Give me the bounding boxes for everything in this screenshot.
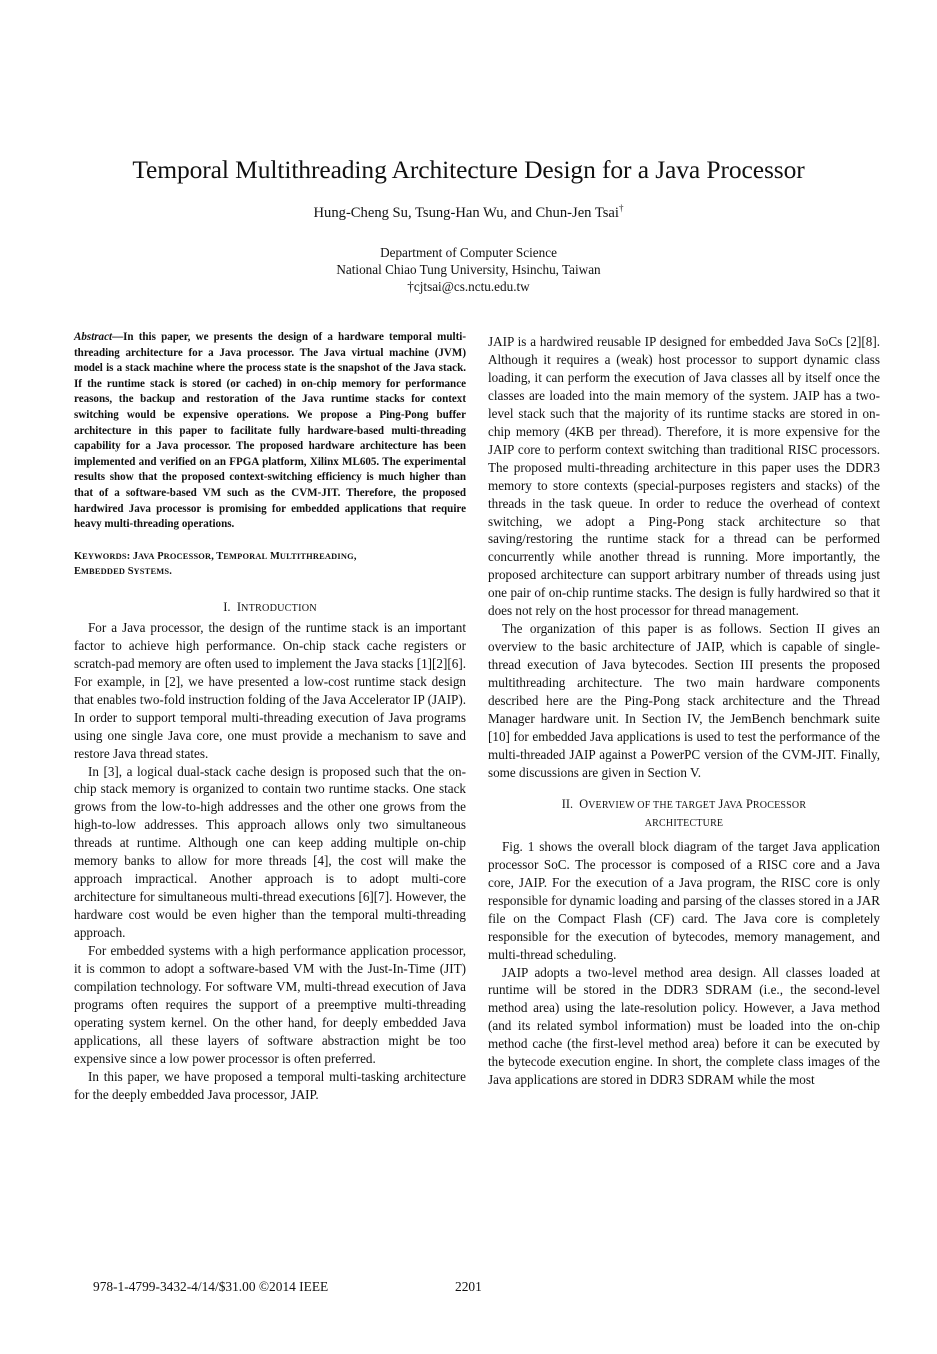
kw-end: . (169, 566, 172, 578)
paper-title: Temporal Multithreading Architecture Design for a Java Processor (132, 155, 805, 184)
abstract-label: Abstract (74, 331, 113, 343)
section2-j: J (715, 796, 724, 811)
footer-isbn: 978-1-4799-3432-4/14/$31.00 ©2014 IEEE (93, 1279, 329, 1294)
kw-comma1: , (211, 550, 217, 562)
overview-paragraph-2: JAIP adopts a two-level method area design. All classes loaded at runtime will be stored in the DDR3 SDRAM (i.e., the second-level method area) using the late-resolution policy. However, a Java method (and its related symbol information) must be loaded into the on-chip method cache (the first-level method area) before it can be executed by the bytecode execution engine. In short, the complete class images of the Java applications are stored in DDR3 SDRAM while the most (488, 964, 880, 1088)
section2-number: II. (561, 796, 574, 811)
intro-paragraph-5: JAIP is a hardwired reusable IP designed for embedded Java SoCs [2][8]. Although it requires a (weak) host processor to support dynamic class loading, it can perform the execution of Java classes all by itself once the classes are loaded into the main memory of the system. JAIP has a two-level stack such that the majority of its runtime stacks are stored in on-chip memory (4KB per thread). Therefore, it is more expensive for the JAIP core to perform context switching than traditional RISC processors. The proposed multi-threading architecture in this paper uses the DDR3 memory to store contexts (special-purposes registers and stacks) of the threads in the task queue. In order to reduce the overhead of context switching, we adopt a Ping-Pong stack architecture so that saving/restoring the runtime stack for a thread can be performed concurrently while another thread is running. More importantly, the proposed architecture can support arbitrary number of threads using just one pair of on-chip runtime stacks. The design is fully hardwired so that it does not rely on the host processor for thread management. (488, 334, 880, 619)
kw-ava: AVA (138, 551, 155, 561)
kw-rocessor: ROCESSOR (163, 551, 212, 561)
kw-colon: : (126, 550, 133, 562)
abstract-text: In this paper, we presents the design of a hardware temporal multi-threading architecture for a Java processor. The Java virtual machine (JVM) model is a stack machine where the process state is the snapshot of the Java stack. If the runtime stack is stored (or cached) in on-chip memory for performance reasons, the backup and restoration of the Java runtime stacks for context switching would be expensive operations. We propose a Ping-Pong buffer architecture in this paper to facilitate fully hardware-based multi-threading capability for a Java processor. The proposed hardware architecture has been implemented and verified on an FPGA platform, Xilinx ML605. The experimental results show that the proposed context-switching efficiency is much higher than that of a software-based VM such as the CVM-JIT. Therefore, the proposed hardwired Java processor is promising for embedded applications that require heavy multi-threading operations. (74, 331, 466, 531)
section-heading-overview (488, 796, 880, 832)
author-list (0, 205, 937, 222)
right-column (488, 333, 880, 1089)
kw-comma2: , (353, 550, 357, 562)
section2-line2: ARCHITECTURE (644, 817, 724, 829)
section1-initial: I (236, 599, 242, 614)
keywords (74, 549, 466, 580)
section2-js: AVA (723, 799, 743, 811)
kw-emporal: EMPORAL (223, 551, 268, 561)
section2-os: VERVIEW OF THE TARGET (588, 799, 716, 811)
intro-paragraph-2: In [3], a logical dual-stack cache design is proposed such that the on-chip stack memory is organized to contain two runtime stacks. One stack grows from the low-to-high addresses and the other one grows from the high-to-low addresses. This approach allows only two simultaneous threads at runtime. Although one can keep adding multiple on-chip memory banks to allow for more threads [4], the cost will make the approach impractical. Another approach is to adopt multi-core architecture for simultaneous multi-thread executions [6][7]. However, the hardware cost would be even higher than the temporal multi-threading approach. (74, 763, 466, 941)
kw-mbedded: MBEDDED (80, 567, 126, 577)
kw-s: S (125, 566, 134, 578)
kw-k: K (74, 550, 83, 562)
intro-paragraph-1: For a Java processor, the design of the runtime stack is an important factor to achieve high performance. On-chip stack cache registers or scratch-pad memory are often used to implement the Java stacks [1][2][6]. For example, in [2], we have presented a low-cost runtime stack design that enables two-fold instruction folding of the Java Accelerator IP (JAIP). In order to support temporal multi-threading execution of Java programs using one single Java core, one must provide a mechanism to save and restore Java thread states. (74, 619, 466, 761)
section1-number: I. (223, 599, 231, 614)
kw-t: T (216, 550, 224, 562)
section2-ps: ROCESSOR (752, 799, 807, 811)
author-names: Hung-Cheng Su, Tsung-Han Wu, and Chun-Jen Tsai (313, 205, 619, 221)
intro-paragraph-4: In this paper, we have proposed a temporal multi-tasking architecture for the deeply embedded Java processor, JAIP. (74, 1068, 466, 1102)
abstract-dash: — (112, 331, 124, 343)
section1-rest: NTRODUCTION (241, 602, 317, 614)
abstract (74, 330, 466, 533)
section2-p: P (742, 796, 753, 811)
kw-m: M (267, 550, 280, 562)
kw-e: E (74, 566, 81, 578)
kw-ystems: YSTEMS (133, 567, 170, 577)
overview-paragraph-1: Fig. 1 shows the overall block diagram of the target Java application processor SoC. The processor is composed of a RISC core and a Java core, JAIP. For the execution of a Java program, the RISC core is only responsible for dynamic loading and parsing of the classes stored in a JAR file on the Compact Flash (CF) card. The Java core is completely responsible for the execution of bytecodes, memory management, and multi-thread scheduling. (488, 838, 880, 962)
affiliation-university: National Chiao Tung University, Hsinchu, Taiwan (336, 262, 601, 278)
intro-paragraph-3: For embedded systems with a high performance application processor, it is common to adopt a software-based VM with the Just-In-Time (JIT) compilation technology. For software VM, multi-thread execution of Java programs often requires the support of a preemptive multi-threading operating system kernel. On the other hand, for deeply embedded Java applications, all these layers of software abstraction might be too expensive since a low power processor is often preferred. (74, 943, 466, 1066)
kw-eywords: EYWORDS (82, 551, 127, 561)
kw-p: P (154, 550, 164, 562)
affiliation-department: Department of Computer Science (380, 245, 557, 260)
left-column (74, 330, 466, 1104)
affiliation-email: †cjtsai@cs.nctu.edu.tw (407, 279, 530, 295)
page-number: 2201 (455, 1279, 482, 1294)
section2-o: O (579, 796, 589, 811)
kw-j: J (132, 550, 139, 562)
intro-paragraph-6: The organization of this paper is as follows. Section II gives an overview to the basic architecture of JAIP, which is capable of single-thread execution of Java bytecodes. Section III presents the proposed multithreading architecture. The two main hardware components described here are the Ping-Pong stack architecture and the Thread Manager hardware unit. In Section IV, the JemBench benchmark suite [10] for embedded Java applications is used to test the performance of the multi-threaded JAIP against a PowerPC version of the CVM-JIT. Finally, some discussions are given in Section V. (488, 621, 880, 780)
kw-ultithreading: ULTITHREADING (279, 551, 354, 561)
section-heading-introduction (74, 599, 466, 617)
affiliation-block (0, 244, 937, 296)
corresponding-author-mark: † (618, 203, 624, 213)
